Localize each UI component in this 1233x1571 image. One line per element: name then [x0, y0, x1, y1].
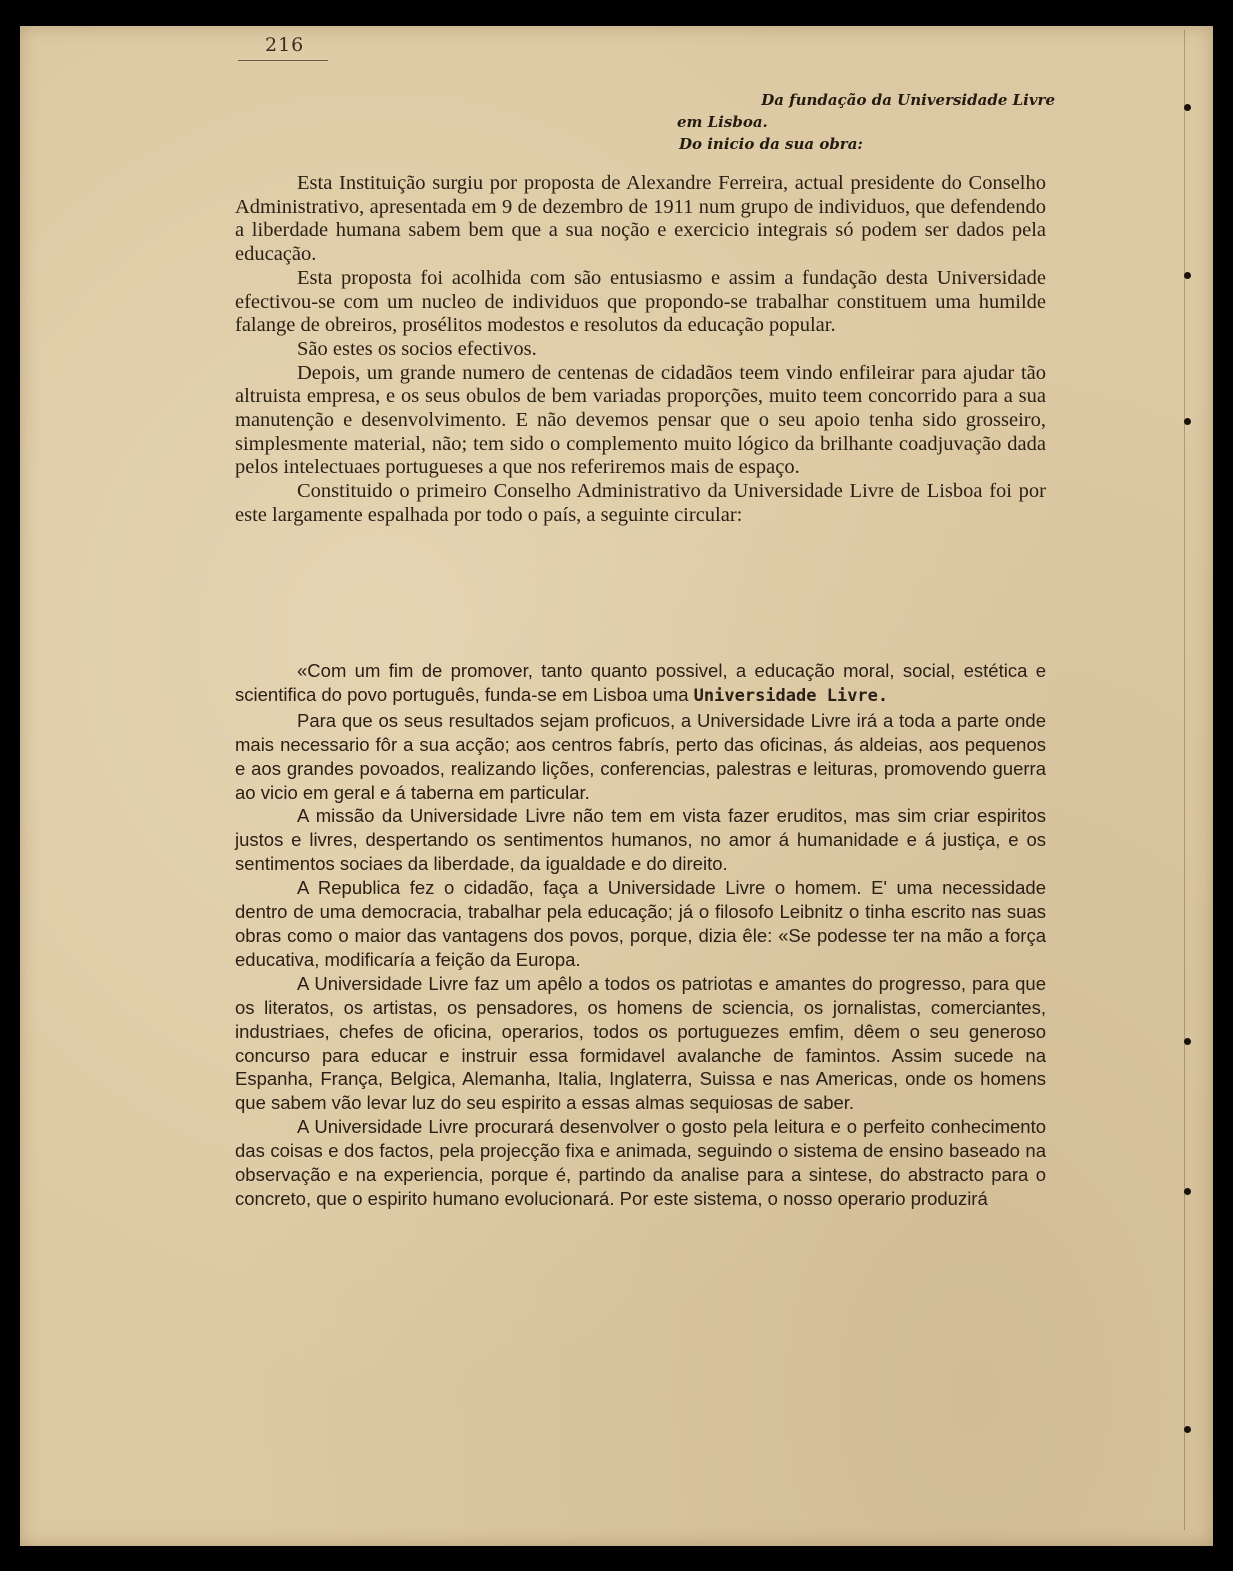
circular-paragraph: Para que os seus resultados sejam proficuos, a Universidade Livre irá a toda a parte onde mais necessario fôr a sua acção; aos centros fabrís, perto das oficinas, ás aldeias, aos pequenos e aos grandes povoados, realizando lições, conferencias, palestras e leituras, promovendo guerra ao vicio em geral e á taberna em particular.	[235, 709, 1046, 803]
binding-hole-6	[1184, 1426, 1191, 1433]
page-number-rule	[238, 60, 328, 61]
article-body	[235, 172, 1046, 528]
binding-hole-5	[1184, 1188, 1191, 1195]
heading-line-1: Da fundação da Universidade Livre	[761, 91, 1055, 109]
heading-line-2: em Lisboa.	[677, 113, 768, 131]
circular-intro: «Com um fim de promover, tanto quanto possivel, a educação moral, social, estética e scientifica do povo português, funda-se em Lisboa uma	[235, 660, 1046, 705]
heading-line-3: Do inicio da sua obra:	[679, 135, 863, 153]
circular-paragraph	[235, 659, 1046, 709]
paragraph: Depois, um grande numero de centenas de cidadãos teem vindo enfileirar para ajudar tão altruista empresa, e os seus obulos de bem variadas proporções, muito teem concorrido para a sua manutenção e desenvolvimento. E não devemos pensar que o seu apoio tenha sido grosseiro, simplesmente material, não; tem sido o complemento muito lógico da brilhante coadjuvação dada pelos intelectuaes portugueses a que nos referiremos mais de espaço.	[235, 361, 1046, 479]
binding-hole-1	[1184, 104, 1191, 111]
paragraph: São estes os socios efectivos.	[297, 337, 537, 360]
paragraph: Esta Instituição surgiu por proposta de Alexandre Ferreira, actual presidente do Conselho Administrativo, apresentada em 9 de dezembro de 1911 num grupo de individuos, que defendendo a liberdade humana sabem bem que a sua noção e exercicio integrais só podem ser dados pela educação.	[235, 172, 1046, 266]
binding-hole-4	[1184, 1038, 1191, 1045]
circular-paragraph: A Universidade Livre procurará desenvolver o gosto pela leitura e o perfeito conhecimento das coisas e dos factos, pela projecção fixa e animada, seguindo o sistema de ensino baseado na observação e na experiencia, porque é, partindo da analise para a sintese, do abstracto para o concreto, que o espirito humano evolucionará. Por este sistema, o nosso operario produzirá	[235, 1116, 1046, 1209]
binding-edge	[1184, 30, 1201, 1530]
binding-hole-3	[1184, 418, 1191, 425]
paragraph: Constituido o primeiro Conselho Administrativo da Universidade Livre de Lisboa foi por este largamente espalhada por todo o país, a seguinte circular:	[235, 480, 1046, 526]
page-number: 216	[265, 34, 305, 56]
paragraph: Esta proposta foi acolhida com são entusiasmo e assim a fundação desta Universidade efectivou-se com um nucleo de individuos que propondo-se trabalhar constituem uma humilde falange de obreiros, prosélitos modestos e resolutos da educação popular.	[235, 266, 1046, 337]
circular-paragraph: A missão da Universidade Livre não tem em vista fazer eruditos, mas sim criar espiritos justos e livres, despertando os sentimentos humanos, no amor á humanidade e á justiça, e os sentimentos sociaes da liberdade, da igualdade e do direito.	[235, 805, 1046, 875]
scanned-page	[20, 26, 1213, 1546]
circular-paragraph: A Republica fez o cidadão, faça a Universidade Livre o homem. E' uma necessidade dentro de uma democracia, trabalhar pela educação; já o filosofo Leibnitz o tinha escrito nas suas obras como o maior das vantagens dos povos, porque, dizia êle: «Se podesse ter na mão a força educativa, modificaría a feição da Europa.	[235, 877, 1046, 970]
binding-hole-2	[1184, 272, 1191, 279]
university-name: Universidade Livre.	[693, 685, 889, 706]
circular-paragraph: A Universidade Livre faz um apêlo a todos os patriotas e amantes do progresso, para que os literatos, os artistas, os pensadores, os homens de sciencia, os jornalistas, comerciantes, industriaes, chefes de oficina, operarios, todos os portuguezes emfim, dêem o seu generoso concurso para educar e instruir essa formidavel avalanche de famintos. Assim sucede na Espanha, França, Belgica, Alemanha, Italia, Inglaterra, Suissa e nas Americas, onde os homens que sabem vão levar luz do seu espirito a essas almas sequiosas de saber.	[235, 972, 1046, 1114]
circular-text	[235, 659, 1046, 1211]
section-heading	[675, 89, 1055, 155]
